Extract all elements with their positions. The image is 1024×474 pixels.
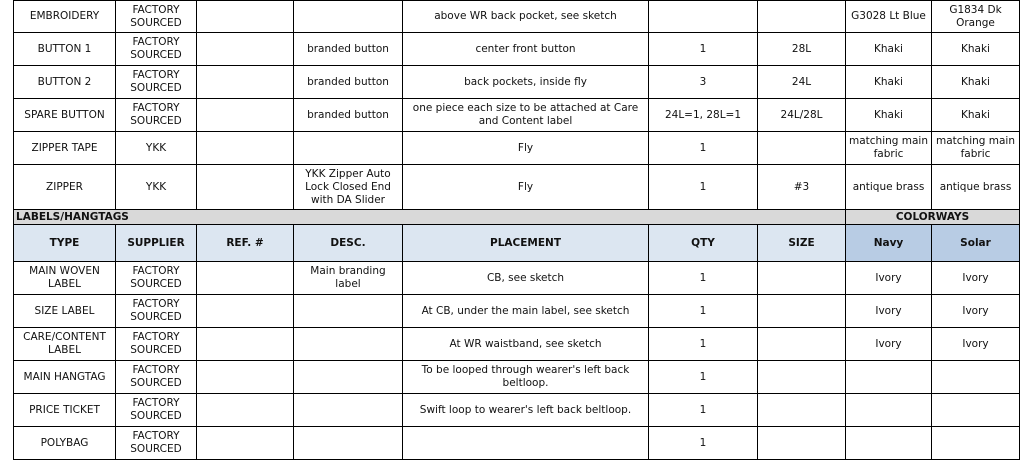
qty-cell: 1 <box>649 165 758 210</box>
supplier-cell: FACTORY SOURCED <box>116 33 197 66</box>
navy-cell: Khaki <box>846 33 932 66</box>
type-cell: SPARE BUTTON <box>14 99 116 132</box>
qty-cell: 24L=1, 28L=1 <box>649 99 758 132</box>
label-row <box>14 427 1020 460</box>
type-cell: ZIPPER TAPE <box>14 132 116 165</box>
qty-cell: 1 <box>649 361 758 394</box>
label-row <box>14 262 1020 295</box>
size-cell <box>758 295 846 328</box>
solar-cell <box>932 427 1020 460</box>
solar-cell: Khaki <box>932 33 1020 66</box>
placement-cell <box>403 427 649 460</box>
trim-row <box>14 66 1020 99</box>
supplier-cell: FACTORY SOURCED <box>116 295 197 328</box>
type-cell: MAIN WOVEN LABEL <box>14 262 116 295</box>
trim-row <box>14 165 1020 210</box>
qty-cell: 1 <box>649 394 758 427</box>
solar-cell: G1834 Dk Orange <box>932 1 1020 33</box>
size-cell <box>758 427 846 460</box>
trim-row <box>14 33 1020 66</box>
supplier-cell: YKK <box>116 132 197 165</box>
placement-cell: back pockets, inside fly <box>403 66 649 99</box>
size-cell <box>758 262 846 295</box>
section-title: LABELS/HANGTAGS <box>14 210 846 225</box>
type-cell: POLYBAG <box>14 427 116 460</box>
navy-cell <box>846 427 932 460</box>
supplier-cell: FACTORY SOURCED <box>116 99 197 132</box>
placement-cell: one piece each size to be attached at Care and Content label <box>403 99 649 132</box>
qty-cell: 3 <box>649 66 758 99</box>
desc-cell: branded button <box>294 99 403 132</box>
navy-cell: matching main fabric <box>846 132 932 165</box>
label-row <box>14 328 1020 361</box>
solar-cell: Ivory <box>932 295 1020 328</box>
ref-cell <box>197 33 294 66</box>
header-placement: PLACEMENT <box>403 225 649 262</box>
supplier-cell: FACTORY SOURCED <box>116 394 197 427</box>
header-qty: QTY <box>649 225 758 262</box>
ref-cell <box>197 262 294 295</box>
desc-cell <box>294 394 403 427</box>
size-cell <box>758 1 846 33</box>
type-cell: EMBROIDERY <box>14 1 116 33</box>
solar-cell: Khaki <box>932 99 1020 132</box>
placement-cell: To be looped through wearer's left back beltloop. <box>403 361 649 394</box>
type-cell: CARE/CONTENT LABEL <box>14 328 116 361</box>
supplier-cell: FACTORY SOURCED <box>116 361 197 394</box>
supplier-cell: FACTORY SOURCED <box>116 328 197 361</box>
header-supplier: SUPPLIER <box>116 225 197 262</box>
label-row <box>14 361 1020 394</box>
supplier-cell: YKK <box>116 165 197 210</box>
desc-cell <box>294 427 403 460</box>
ref-cell <box>197 427 294 460</box>
ref-cell <box>197 328 294 361</box>
ref-cell <box>197 295 294 328</box>
label-row <box>14 394 1020 427</box>
placement-cell: above WR back pocket, see sketch <box>403 1 649 33</box>
placement-cell: Fly <box>403 132 649 165</box>
trim-row <box>14 99 1020 132</box>
solar-cell: matching main fabric <box>932 132 1020 165</box>
placement-cell: At CB, under the main label, see sketch <box>403 295 649 328</box>
desc-cell: YKK Zipper Auto Lock Closed End with DA Slider <box>294 165 403 210</box>
desc-cell <box>294 328 403 361</box>
header-ref: REF. # <box>197 225 294 262</box>
supplier-cell: FACTORY SOURCED <box>116 1 197 33</box>
type-cell: BUTTON 2 <box>14 66 116 99</box>
desc-cell <box>294 361 403 394</box>
desc-cell <box>294 1 403 33</box>
colorways-title: COLORWAYS <box>846 210 1020 225</box>
table-header-row <box>14 225 1020 262</box>
placement-cell: center front button <box>403 33 649 66</box>
ref-cell <box>197 394 294 427</box>
solar-cell: antique brass <box>932 165 1020 210</box>
size-cell: 24L <box>758 66 846 99</box>
navy-cell: Ivory <box>846 295 932 328</box>
qty-cell <box>649 1 758 33</box>
desc-cell: branded button <box>294 66 403 99</box>
navy-cell: Khaki <box>846 99 932 132</box>
section-band <box>14 210 1020 225</box>
trim-row <box>14 1 1020 33</box>
qty-cell: 1 <box>649 295 758 328</box>
size-cell <box>758 132 846 165</box>
placement-cell: Fly <box>403 165 649 210</box>
size-cell <box>758 394 846 427</box>
label-row <box>14 295 1020 328</box>
placement-cell: At WR waistband, see sketch <box>403 328 649 361</box>
bill-of-materials-table <box>13 0 1020 460</box>
size-cell <box>758 328 846 361</box>
size-cell: #3 <box>758 165 846 210</box>
trim-row <box>14 132 1020 165</box>
desc-cell <box>294 295 403 328</box>
size-cell: 28L <box>758 33 846 66</box>
solar-cell <box>932 361 1020 394</box>
supplier-cell: FACTORY SOURCED <box>116 262 197 295</box>
placement-cell: CB, see sketch <box>403 262 649 295</box>
navy-cell <box>846 361 932 394</box>
supplier-cell: FACTORY SOURCED <box>116 66 197 99</box>
navy-cell: antique brass <box>846 165 932 210</box>
ref-cell <box>197 165 294 210</box>
type-cell: BUTTON 1 <box>14 33 116 66</box>
navy-cell <box>846 394 932 427</box>
ref-cell <box>197 99 294 132</box>
header-desc: DESC. <box>294 225 403 262</box>
ref-cell <box>197 66 294 99</box>
solar-cell: Ivory <box>932 262 1020 295</box>
desc-cell: branded button <box>294 33 403 66</box>
size-cell <box>758 361 846 394</box>
size-cell: 24L/28L <box>758 99 846 132</box>
placement-cell: Swift loop to wearer's left back beltloop. <box>403 394 649 427</box>
qty-cell: 1 <box>649 33 758 66</box>
header-type: TYPE <box>14 225 116 262</box>
qty-cell: 1 <box>649 262 758 295</box>
navy-cell: Khaki <box>846 66 932 99</box>
header-solar: Solar <box>932 225 1020 262</box>
solar-cell: Ivory <box>932 328 1020 361</box>
qty-cell: 1 <box>649 427 758 460</box>
type-cell: ZIPPER <box>14 165 116 210</box>
desc-cell <box>294 132 403 165</box>
supplier-cell: FACTORY SOURCED <box>116 427 197 460</box>
solar-cell: Khaki <box>932 66 1020 99</box>
navy-cell: G3028 Lt Blue <box>846 1 932 33</box>
qty-cell: 1 <box>649 328 758 361</box>
header-navy: Navy <box>846 225 932 262</box>
ref-cell <box>197 132 294 165</box>
navy-cell: Ivory <box>846 262 932 295</box>
qty-cell: 1 <box>649 132 758 165</box>
ref-cell <box>197 1 294 33</box>
solar-cell <box>932 394 1020 427</box>
navy-cell: Ivory <box>846 328 932 361</box>
ref-cell <box>197 361 294 394</box>
desc-cell: Main branding label <box>294 262 403 295</box>
type-cell: MAIN HANGTAG <box>14 361 116 394</box>
header-size: SIZE <box>758 225 846 262</box>
type-cell: SIZE LABEL <box>14 295 116 328</box>
type-cell: PRICE TICKET <box>14 394 116 427</box>
